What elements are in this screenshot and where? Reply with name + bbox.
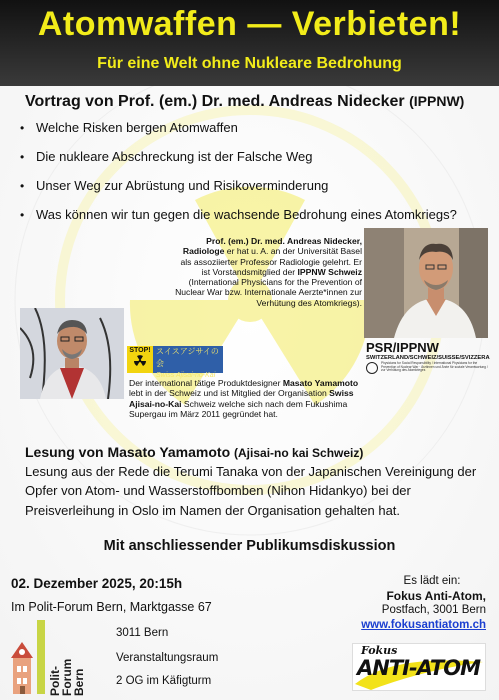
yamamoto-bio-text: Der international tätige Produktdesigner xyxy=(129,378,283,388)
organizer-invite: Es lädt ein: xyxy=(403,575,461,587)
yamamoto-bio xyxy=(129,378,365,419)
ajisai-no-kai-badge xyxy=(127,346,223,379)
talk-heading xyxy=(25,93,464,111)
globe-icon xyxy=(366,362,378,374)
nidecker-bio-text-2: (International Physicians for the Prevention of Nuclear War bzw. Internationale Aerzte*innen zur Verhütung des Atomkriegs). xyxy=(175,277,362,308)
reading-heading-text: Lesung von Masato Yamamoto xyxy=(25,444,231,460)
fokus-logo-small-text: Fokus xyxy=(361,644,398,657)
fokus-logo-big-text: ANTI-ATOM xyxy=(357,656,480,680)
clock-tower-icon xyxy=(9,616,49,696)
nidecker-bio-org: IPPNW Schweiz xyxy=(297,266,362,277)
organizer-address: Postfach, 3001 Bern xyxy=(381,604,486,616)
event-floor: 2 OG im Käfigturm xyxy=(116,675,212,687)
discussion-note: Mit anschliessender Publikumsdiskussion xyxy=(103,538,396,554)
polit-forum-logo xyxy=(9,616,109,696)
psr-ippnw-logo xyxy=(366,340,492,378)
polit-forum-logo-line: Forum xyxy=(60,658,74,696)
psr-logo-subtitle: SWITZERLAND/SCHWEIZ/SUISSE/SVIZZERA xyxy=(366,355,490,361)
nidecker-photo xyxy=(364,228,488,338)
badge-japanese-name: スイスアジサイの会 xyxy=(156,347,219,368)
polit-forum-logo-line: Bern xyxy=(72,668,86,696)
reading-heading xyxy=(25,444,363,460)
nidecker-bio xyxy=(170,236,362,308)
page-title: Atomwaffen — Verbieten! xyxy=(37,5,462,43)
list-item: • Unser Weg zur Abrüstung und Risikoverminderung xyxy=(20,176,457,205)
talk-topics-list xyxy=(20,118,457,234)
nidecker-bio-text: er hat u. A. an der Universität Basel als assoziierter Professor Radiologie gelehrt. Er ist Vorstandsmitglied der xyxy=(180,246,362,277)
reading-description: Lesung aus der Rede die Terumi Tanaka von der Japanischen Vereinigung der Opfer von Atom- und Wasserstoffbomben (Nihon Hidankyo) bei der Preisverleihung in Oslo im Namen der Organisation gehalten hat. xyxy=(25,464,477,518)
organizer-name: Fokus Anti-Atom, xyxy=(386,589,486,603)
portrait-image xyxy=(20,308,124,399)
talk-heading-org: (IPPNW) xyxy=(409,93,465,109)
event-date: 02. Dezember 2025, 20:15h xyxy=(11,576,183,591)
yamamoto-bio-text-3: Schweiz welche sich nach dem Fukushima Supergau im März 2011 gegründet hat. xyxy=(129,398,348,419)
talk-heading-text: Vortrag von Prof. (em.) Dr. med. Andreas Nidecker xyxy=(25,93,405,110)
yamamoto-bio-org: Swiss Ajisai-no-Kai xyxy=(129,388,354,409)
yamamoto-photo xyxy=(20,308,124,399)
portrait-image xyxy=(364,228,488,338)
polit-forum-logo-line: Polit- xyxy=(48,666,62,696)
event-city: 3011 Bern xyxy=(116,627,169,639)
psr-logo-title: PSR/IPPNW xyxy=(366,340,439,355)
badge-org-name: Swiss Ajisai-no-Kai xyxy=(156,372,216,379)
list-item: • Die nukleare Abschreckung ist der Falsche Weg xyxy=(20,147,457,176)
nidecker-bio-name: Prof. (em.) Dr. med. Andreas Nidecker, Radiologe xyxy=(182,236,362,257)
list-item: • Welche Risken bergen Atomwaffen xyxy=(20,118,457,147)
event-room: Veranstaltungsraum xyxy=(116,652,219,664)
radiation-icon xyxy=(133,354,147,368)
list-item: • Was können wir tun gegen die wachsende Bedrohung eines Atomkriegs? xyxy=(20,205,457,234)
page-subtitle: Für eine Welt ohne Nukleare Bedrohung xyxy=(97,55,402,72)
event-venue: Im Polit-Forum Bern, Marktgasse 67 xyxy=(11,600,212,614)
yamamoto-bio-text-2: lebt in der Schweiz und ist Mitglied der Organisation xyxy=(129,388,330,399)
organizer-website-link[interactable]: www.fokusantiatom.ch xyxy=(361,619,486,631)
psr-logo-description: Physicians for Social Responsibility / International Physicians for the Prevention of Nuclear War · Ärztinnen und Ärzte für soziale Verantwortung / zur Verhütung des Atomkrieges xyxy=(381,361,488,373)
yamamoto-bio-name: Masato Yamamoto xyxy=(282,378,359,388)
stop-label: STOP! xyxy=(129,347,151,354)
reading-heading-org: (Ajisai-no kai Schweiz) xyxy=(234,446,364,460)
fokus-anti-atom-logo xyxy=(352,643,486,691)
